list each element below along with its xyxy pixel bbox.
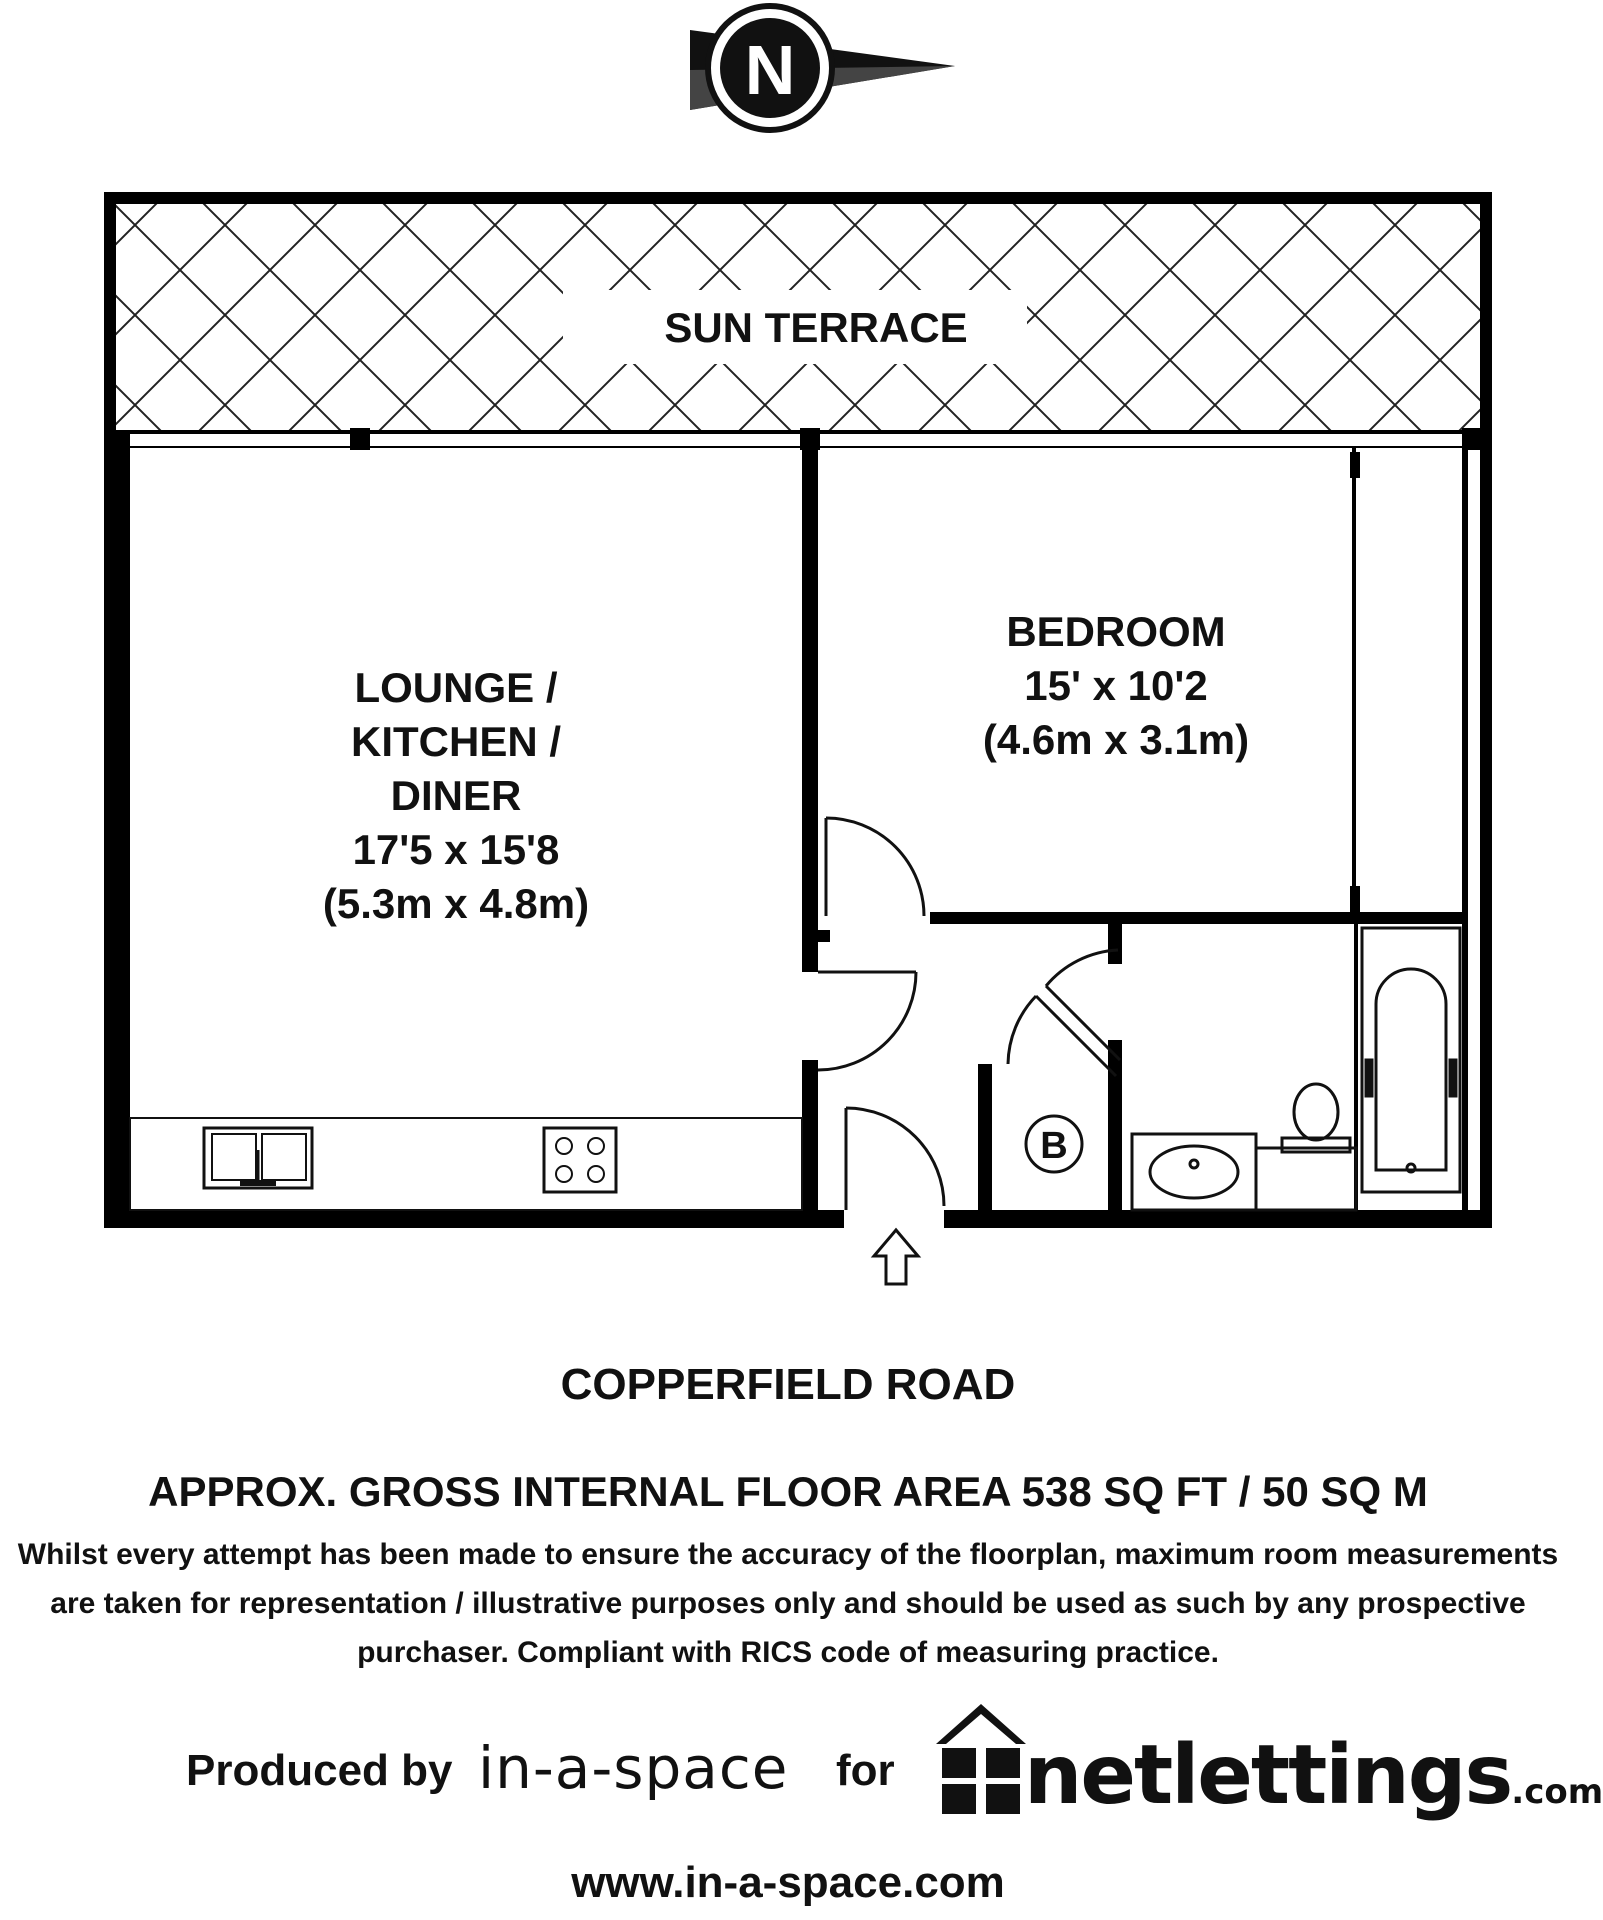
partner-name: netlettings [1024, 1728, 1512, 1823]
bathroom-fittings [1132, 928, 1460, 1210]
hob-icon [544, 1128, 616, 1192]
website-link[interactable]: www.in-a-space.com [571, 1858, 1005, 1907]
road-name: COPPERFIELD ROAD [560, 1360, 1016, 1409]
partner-suffix: .com [1511, 1772, 1603, 1812]
credit-line [0, 1724, 1603, 1823]
cupboard-door-icon [1008, 950, 1120, 1076]
lounge-label [323, 664, 589, 927]
entrance-arrow-icon [874, 1230, 918, 1284]
bedroom-size-metric: (4.6m x 3.1m) [982, 716, 1250, 763]
lounge-size-imperial: 17'5 x 15'8 [352, 826, 560, 873]
bedroom-name: BEDROOM [1006, 608, 1226, 655]
floor-area: APPROX. GROSS INTERNAL FLOOR AREA 538 SQ FT / 50 SQ M [148, 1468, 1428, 1515]
sink-icon [204, 1128, 312, 1188]
sun-terrace [112, 200, 1484, 432]
lounge-name-line-1: LOUNGE / [354, 664, 558, 711]
produced-by-label: Produced by [186, 1746, 453, 1795]
entrance-door-icon [846, 1108, 944, 1210]
for-label: for [836, 1746, 895, 1795]
lounge-door-icon [818, 972, 916, 1070]
lounge-size-metric: (5.3m x 4.8m) [322, 880, 590, 927]
house-logo-icon [936, 1704, 1026, 1824]
partner-wordmark [1024, 1728, 1603, 1823]
lounge-name-line-3: DINER [390, 772, 522, 819]
boiler-label: B [1040, 1125, 1068, 1167]
bedroom-door-icon [826, 818, 924, 916]
disclaimer: Whilst every attempt has been made to ensure the accuracy of the floorplan, maximum room measurements are taken for representation / illustrative purposes only and should be used as such by any prospective purchaser. Compliant with RICS code of measuring practice. [17, 1538, 1559, 1669]
lounge-name-line-2: KITCHEN / [351, 718, 561, 765]
bedroom-label [983, 608, 1249, 763]
compass-letter: N [744, 31, 796, 109]
north-arrow-icon [690, 6, 955, 130]
brand-wordmark: in-a-space [478, 1734, 789, 1802]
bedroom-size-imperial: 15' x 10'2 [1024, 662, 1208, 709]
basin-icon [1150, 1146, 1238, 1198]
toilet-icon [1294, 1084, 1338, 1140]
terrace-label: SUN TERRACE [664, 304, 968, 351]
kitchen-counter [130, 1118, 802, 1210]
boiler-icon [1026, 1116, 1082, 1172]
